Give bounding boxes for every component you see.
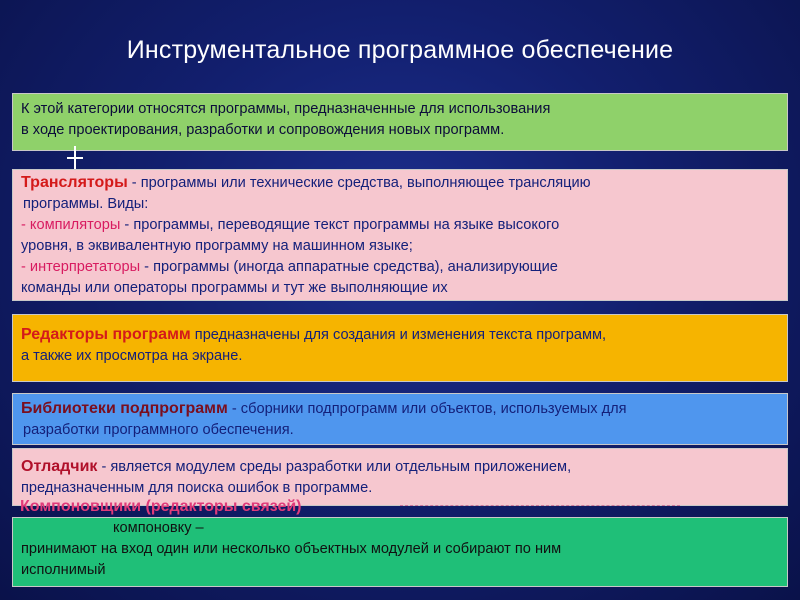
linkers-term: Компоновщики (редакторы связей) xyxy=(20,498,302,515)
debugger-line-2: предназначенным для поиска ошибок в программе. xyxy=(21,480,373,496)
libraries-term: Библиотеки подпрограмм xyxy=(21,400,228,417)
editors-term: Редакторы программ xyxy=(21,326,191,343)
linkers-line-2: принимают на вход один или несколько объектных модулей и собирают по ним xyxy=(21,541,562,557)
intro-line-2: в ходе проектирования, разработки и сопровождения новых программ. xyxy=(21,122,505,138)
linkers-overlap-decoration xyxy=(400,505,680,516)
editors-line-1: Редакторы программ предназначены для создания и изменения текста программ, xyxy=(21,326,607,343)
editors-block xyxy=(12,314,788,382)
libraries-line-2: разработки программного обеспечения. xyxy=(23,422,294,438)
interpreters-line-1: - интерпретаторы - программы (иногда аппаратные средства), анализирующие xyxy=(21,259,558,275)
interpreters-term: интерпретаторы xyxy=(29,259,141,275)
translators-line-2: программы. Виды: xyxy=(23,196,149,212)
translators-block xyxy=(12,169,788,301)
linkers-block xyxy=(12,517,788,587)
compilers-term: компиляторы xyxy=(29,217,121,233)
translators-term: Трансляторы xyxy=(21,174,128,191)
compilers-line-1: - компиляторы - программы, переводящие текст программы на языке высокого xyxy=(21,217,560,233)
linkers-line-1: компоновку – xyxy=(113,520,204,536)
editors-line-2: а также их просмотра на экране. xyxy=(21,348,243,364)
libraries-line-1: Библиотеки подпрограмм - сборники подпрограмм или объектов, используемых для xyxy=(21,400,627,417)
translators-desc: - программы или технические средства, выполняющее трансляцию xyxy=(127,175,591,191)
intro-line-1: К этой категории относятся программы, предназначенные для использования xyxy=(21,101,551,117)
intro-block xyxy=(12,93,788,151)
debugger-line-1: Отладчик - является модулем среды разработки или отдельным приложением, xyxy=(21,458,572,475)
debugger-term: Отладчик xyxy=(21,458,98,475)
libraries-block xyxy=(12,393,788,445)
compilers-line-2: уровня, в эквивалентную программу на машинном языке; xyxy=(21,238,413,254)
cross-decoration-icon xyxy=(74,146,76,170)
interpreters-line-2: команды или операторы программы и тут же выполняющие их xyxy=(21,280,448,296)
page-title: Инструментальное программное обеспечение xyxy=(126,36,674,64)
linkers-line-3: исполнимый xyxy=(21,562,106,578)
translators-line-1 xyxy=(21,172,779,194)
